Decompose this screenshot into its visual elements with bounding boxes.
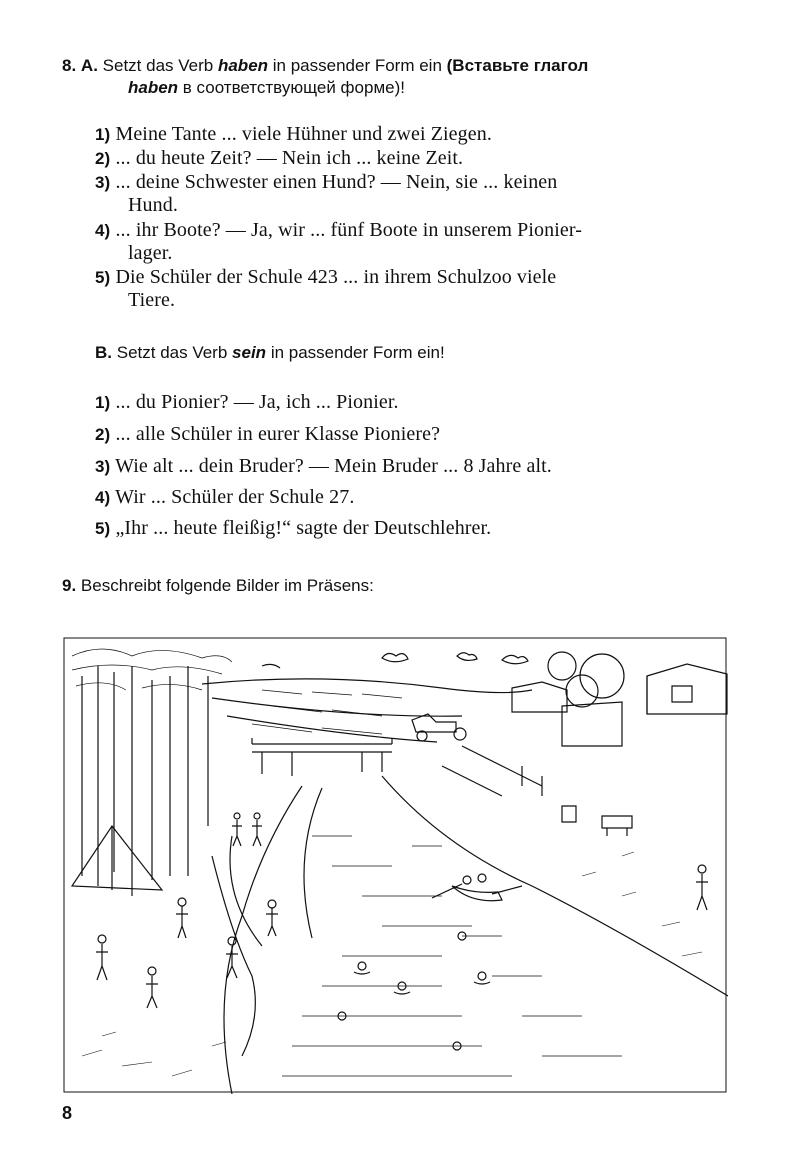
part-b-item-2 — [95, 423, 440, 446]
item-text: ... alle Schüler in eurer Klasse Pioniere? — [115, 423, 441, 445]
item-number: 1) — [95, 393, 111, 412]
part-a-item-3 — [95, 171, 728, 194]
part-b-instruction-end: in passender Form ein! — [270, 343, 445, 362]
part-a-ru-verb: haben — [128, 78, 179, 97]
item-text: Die Schüler der Schule 423 ... in ihrem Schulzoo viele — [115, 266, 557, 288]
exercise-8a-instruction — [62, 56, 728, 76]
part-a-verb: haben — [217, 56, 269, 75]
part-a-item-3-cont — [128, 194, 178, 217]
exercise-9-number: 9. — [62, 576, 77, 595]
item-text: ... du heute Zeit? — Nein ich ... keine Zeit. — [115, 147, 464, 169]
page-number: 8 — [62, 1103, 73, 1123]
part-b-item-5 — [95, 517, 491, 540]
item-number: 2) — [95, 149, 111, 168]
item-number: 5) — [95, 268, 111, 287]
part-a-letter: A. — [80, 56, 98, 75]
exercise-9-text: Beschreibt folgende Bilder im Präsens: — [80, 576, 374, 595]
part-a-instruction-ru-end: в соответствующей форме)! — [182, 78, 405, 97]
item-text-continued: lager. — [128, 242, 173, 264]
item-number: 3) — [95, 457, 111, 476]
item-number: 3) — [95, 173, 111, 192]
item-number: 4) — [95, 488, 111, 507]
item-text-continued: Hund. — [128, 194, 178, 216]
part-a-instruction-start: Setzt das Verb — [102, 56, 214, 75]
exercise-8b-instruction — [95, 343, 445, 363]
part-a-instruction-ru-start: (Вставьте глагол — [446, 56, 589, 75]
river-landscape-illustration — [62, 636, 728, 1094]
item-text: ... ihr Boote? — Ja, wir ... fünf Boote in unserem Pionier- — [115, 219, 582, 241]
part-a-instruction-end: in passender Form ein — [272, 56, 442, 75]
item-text-continued: Tiere. — [128, 289, 176, 311]
part-a-item-2 — [95, 147, 463, 170]
exercise-8a-instruction-ru — [128, 78, 405, 98]
part-a-item-5-cont — [128, 289, 175, 312]
item-text: ... deine Schwester einen Hund? — Nein, sie ... keinen — [115, 171, 558, 193]
item-text: Wie alt ... dein Bruder? — Mein Bruder ... 8 Jahre alt. — [115, 455, 552, 477]
exercise-9-instruction — [62, 576, 374, 596]
part-a-item-4 — [95, 219, 582, 242]
part-b-letter: B. — [95, 343, 112, 362]
part-b-item-4 — [95, 486, 354, 509]
item-text: ... du Pionier? — Ja, ich ... Pionier. — [115, 391, 399, 413]
part-a-item-5 — [95, 266, 556, 289]
part-a-item-4-cont — [128, 242, 172, 265]
part-b-verb: sein — [232, 343, 267, 362]
part-a-item-1 — [95, 123, 492, 146]
item-text: Meine Tante ... viele Hühner und zwei Ziegen. — [115, 123, 492, 145]
part-b-item-1 — [95, 391, 399, 414]
item-number: 5) — [95, 519, 111, 538]
item-text: „Ihr ... heute fleißig!“ sagte der Deutschlehrer. — [115, 517, 492, 539]
item-text: Wir ... Schüler der Schule 27. — [115, 486, 355, 508]
exercise-8-number: 8. — [62, 56, 77, 75]
part-b-instruction-start: Setzt das Verb — [116, 343, 228, 362]
item-number: 4) — [95, 221, 111, 240]
item-number: 1) — [95, 125, 111, 144]
item-number: 2) — [95, 425, 111, 444]
part-b-item-3 — [95, 455, 552, 478]
